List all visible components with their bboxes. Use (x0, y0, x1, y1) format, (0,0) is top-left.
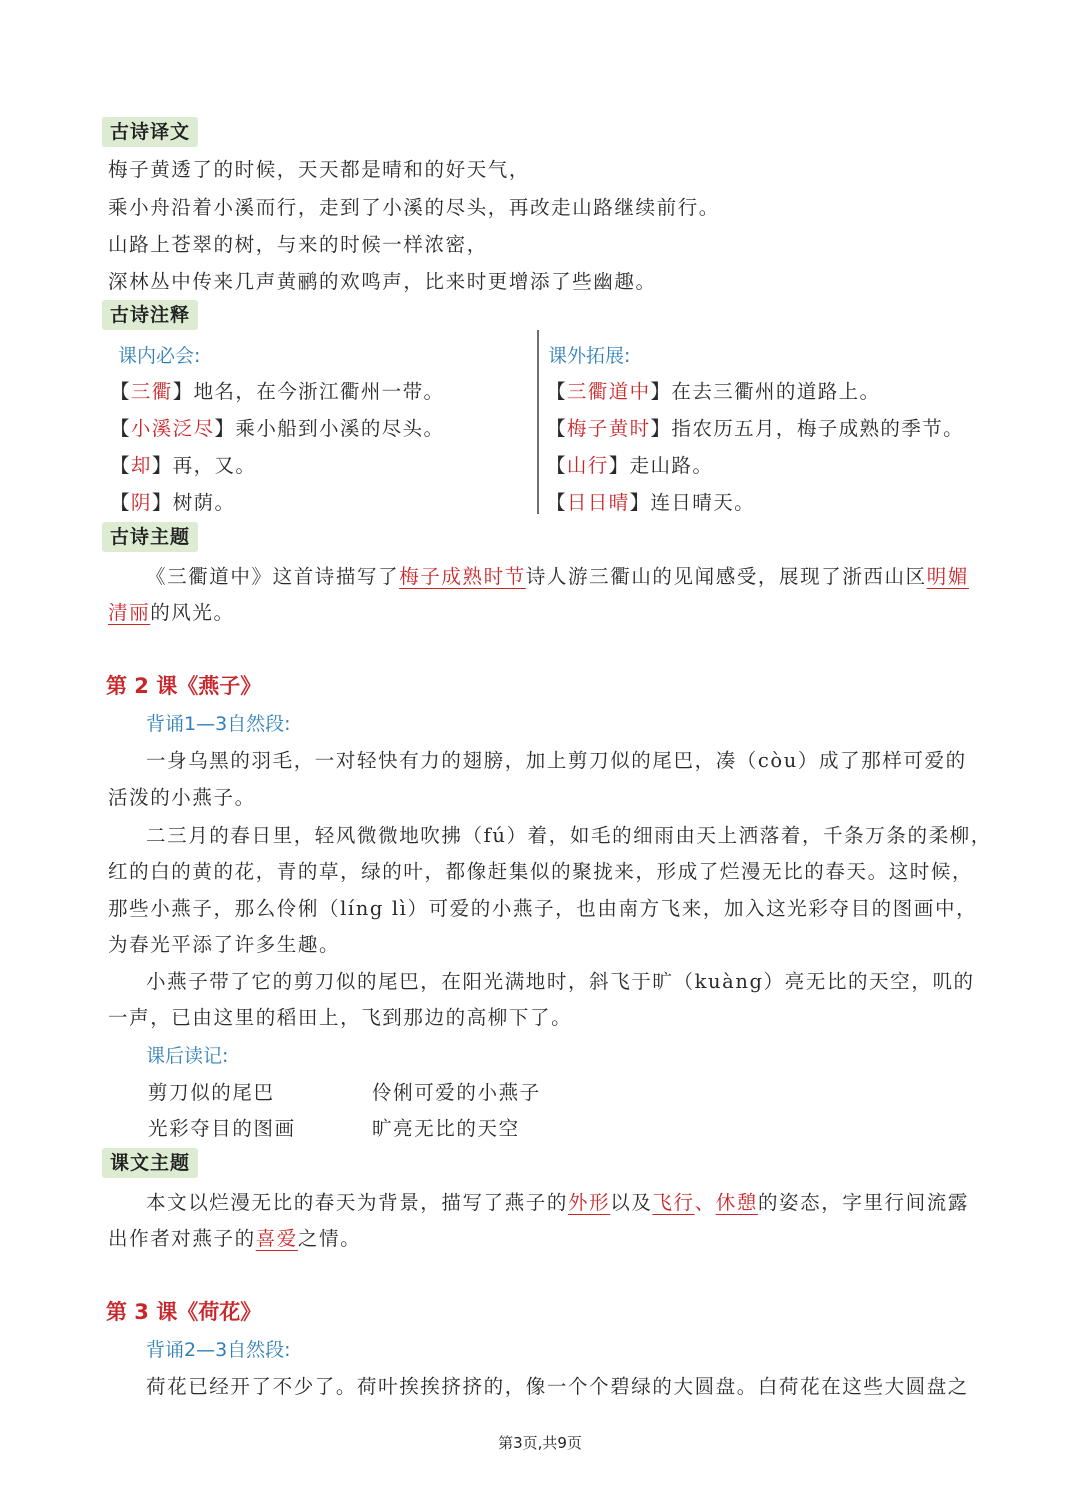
lesson-2-text-line: 红的白的黄的花，青的草，绿的叶，都像赶集似的聚拢来，形成了烂漫无比的春天。这时候， (108, 860, 974, 883)
text-theme-line (108, 1223, 361, 1251)
note-item: 【梅子黄时】指农历五月，梅子成熟的季节。 (546, 417, 965, 440)
lesson-2-text-line: 那些小燕子，那么伶俐（líng lì）可爱的小燕子，也由南方飞来，加入这光彩夺目的图画中， (108, 897, 978, 920)
section-heading-text-theme: 课文主题 (102, 1148, 198, 1178)
theme-keyword: 外形 (568, 1191, 611, 1214)
theme-text: 本文以烂漫无比的春天为背景，描写了燕子的 (146, 1191, 569, 1214)
note-item: 【三衢】地名，在今浙江衢州一带。 (110, 380, 445, 403)
translation-line: 深林丛中传来几声黄鹂的欢鸣声，比来时更增添了些幽趣。 (108, 270, 657, 293)
note-definition: 连日晴天。 (650, 491, 756, 514)
theme-text: 以及 (610, 1191, 653, 1214)
note-term: 阴 (130, 491, 152, 514)
note-term: 山行 (566, 454, 609, 477)
notes-right-title: 课外拓展: (548, 345, 631, 367)
section-heading-translation: 古诗译文 (102, 117, 198, 147)
note-definition: 在去三衢州的道路上。 (671, 380, 881, 403)
translation-line: 梅子黄透了的时候，天天都是晴和的好天气， (108, 158, 531, 181)
note-item: 【日日晴】连日晴天。 (546, 491, 756, 514)
page-number: 第3页,共9页 (498, 1434, 582, 1452)
note-term: 小溪泛尽 (130, 417, 215, 440)
theme-text: 、 (694, 1191, 716, 1214)
note-term: 梅子黄时 (566, 417, 651, 440)
lesson-2-text-line: 活泼的小燕子。 (108, 786, 256, 809)
recite-instruction: 背诵1—3自然段: (146, 713, 291, 735)
theme-keyword: 清丽 (108, 601, 151, 624)
lesson-2-text-line: 二三月的春日里，轻风微微地吹拂（fú）着，如毛的细雨由天上洒落着，千条万条的柔柳， (146, 824, 992, 847)
notes-left-title: 课内必会: (118, 345, 201, 367)
translation-line: 山路上苍翠的树，与来的时候一样浓密， (108, 233, 488, 256)
notes-divider (537, 330, 539, 514)
theme-paragraph-line (108, 597, 235, 625)
section-heading-notes: 古诗注释 (102, 300, 198, 330)
theme-paragraph-line (146, 561, 969, 589)
note-item: 【三衢道中】在去三衢州的道路上。 (546, 380, 881, 403)
theme-keyword: 喜爱 (255, 1227, 298, 1250)
review-phrase: 剪刀似的尾巴 (148, 1081, 275, 1104)
theme-text: 出作者对燕子的 (108, 1227, 256, 1250)
note-item: 【却】再，又。 (110, 454, 257, 477)
theme-text: 的姿态，字里行间流露 (757, 1191, 969, 1214)
note-item: 【小溪泛尽】乘小船到小溪的尽头。 (110, 417, 445, 440)
theme-keyword: 梅子成熟时节 (399, 565, 526, 588)
review-phrase: 伶俐可爱的小燕子 (372, 1081, 541, 1104)
lesson-3-title: 第 3 课《荷花》 (106, 1300, 262, 1324)
note-item: 【山行】走山路。 (546, 454, 714, 477)
text-theme-line (146, 1187, 969, 1215)
theme-text: 诗人游三衢山的见闻感受，展现了浙西山区 (525, 565, 927, 588)
section-heading-poem-theme: 古诗主题 (102, 522, 198, 552)
lesson-2-text-line: 一声，已由这里的稻田上，飞到那边的高柳下了。 (108, 1006, 573, 1029)
theme-text: 的风光。 (150, 601, 235, 624)
note-definition: 再，又。 (172, 454, 257, 477)
review-phrase: 光彩夺目的图画 (148, 1117, 296, 1140)
review-title: 课后读记: (146, 1045, 229, 1067)
theme-text: 之情。 (297, 1227, 362, 1250)
note-definition: 指农历五月，梅子成熟的季节。 (671, 417, 965, 440)
theme-text: 《三衢道中》这首诗描写了 (146, 565, 400, 588)
note-term: 三衢 (130, 380, 173, 403)
translation-line: 乘小舟沿着小溪而行，走到了小溪的尽头，再改走山路继续前行。 (108, 196, 720, 219)
note-term: 日日晴 (566, 491, 630, 514)
lesson-2-text-line: 一身乌黑的羽毛，一对轻快有力的翅膀，加上剪刀似的尾巴，凑（còu）成了那样可爱的 (146, 749, 967, 772)
lesson-2-text-line: 小燕子带了它的剪刀似的尾巴，在阳光满地时，斜飞于旷（kuàng）亮无比的天空，叽的 (146, 970, 975, 993)
theme-keyword: 明媚 (926, 565, 969, 588)
note-definition: 走山路。 (629, 454, 714, 477)
lesson-2-text-line: 为春光平添了许多生趣。 (108, 933, 341, 956)
note-term: 三衢道中 (566, 380, 651, 403)
theme-keyword: 飞行 (652, 1191, 695, 1214)
recite-instruction: 背诵2—3自然段: (146, 1339, 291, 1361)
note-item: 【阴】树荫。 (110, 491, 236, 514)
note-definition: 树荫。 (172, 491, 236, 514)
note-definition: 地名，在今浙江衢州一带。 (193, 380, 445, 403)
lesson-3-text-line: 荷花已经开了不少了。荷叶挨挨挤挤的，像一个个碧绿的大圆盘。白荷花在这些大圆盘之 (146, 1375, 969, 1398)
theme-keyword: 休憩 (715, 1191, 758, 1214)
note-definition: 乘小船到小溪的尽头。 (235, 417, 445, 440)
review-phrase: 旷亮无比的天空 (372, 1117, 520, 1140)
lesson-2-title: 第 2 课《燕子》 (106, 674, 262, 698)
note-term: 却 (130, 454, 152, 477)
